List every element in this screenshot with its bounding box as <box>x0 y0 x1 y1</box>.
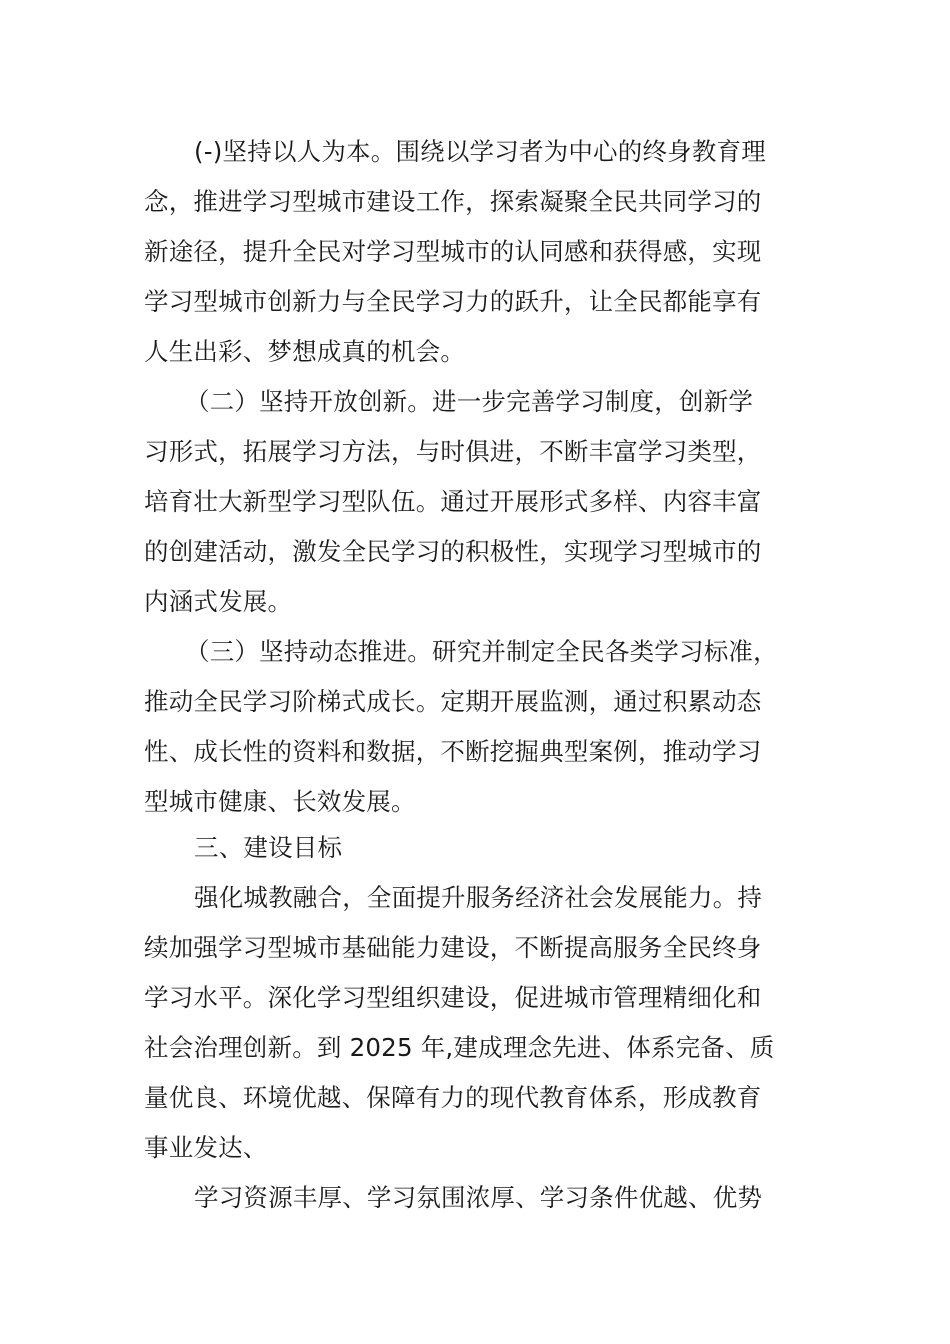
paragraph-line: 培育壮大新型学习型队伍。通过开展形式多样、内容丰富 <box>144 487 762 516</box>
paragraph-line: 强化城教融合，全面提升服务经济社会发展能力。持 <box>194 883 763 912</box>
paragraph-line: 学习水平。深化学习型组织建设，促进城市管理精细化和 <box>144 983 762 1012</box>
paragraph-line: 推动全民学习阶梯式成长。定期开展监测，通过积累动态 <box>144 687 762 716</box>
paragraph-line: 学习资源丰厚、学习氛围浓厚、学习条件优越、优势 <box>194 1183 763 1212</box>
paragraph-line: （三）坚持动态推进。研究并制定全民各类学习标准， <box>185 637 778 666</box>
paragraph-line: 内涵式发展。 <box>144 587 293 616</box>
paragraph-line: 新途径，提升全民对学习型城市的认同感和获得感，实现 <box>144 237 762 266</box>
paragraph-line: (-)坚持以人为本。围绕以学习者为中心的终身教育理 <box>194 137 766 166</box>
paragraph-line: 的创建活动，激发全民学习的积极性，实现学习型城市的 <box>144 537 762 566</box>
paragraph-line: 续加强学习型城市基础能力建设，不断提高服务全民终身 <box>144 933 762 962</box>
paragraph-line: 念，推进学习型城市建设工作，探索凝聚全民共同学习的 <box>144 187 762 216</box>
paragraph-line: （二）坚持开放创新。进一步完善学习制度，创新学 <box>185 387 754 416</box>
paragraph-line: 学习型城市创新力与全民学习力的跃升，让全民都能享有 <box>144 287 762 316</box>
paragraph-line: 量优良、环境优越、保障有力的现代教育体系，形成教育 <box>144 1083 762 1112</box>
section-heading: 三、建设目标 <box>194 833 343 862</box>
paragraph-line: 性、成长性的资料和数据，不断挖掘典型案例，推动学习 <box>144 737 762 766</box>
paragraph-line: 习形式，拓展学习方法，与时俱进，不断丰富学习类型， <box>144 437 762 466</box>
paragraph-line: 事业发达、 <box>144 1133 268 1162</box>
paragraph-line: 型城市健康、长效发展。 <box>144 787 416 816</box>
paragraph-line: 社会治理创新。到 2025 年,建成理念先进、体系完备、质 <box>144 1033 775 1062</box>
paragraph-line: 人生出彩、梦想成真的机会。 <box>144 337 466 366</box>
